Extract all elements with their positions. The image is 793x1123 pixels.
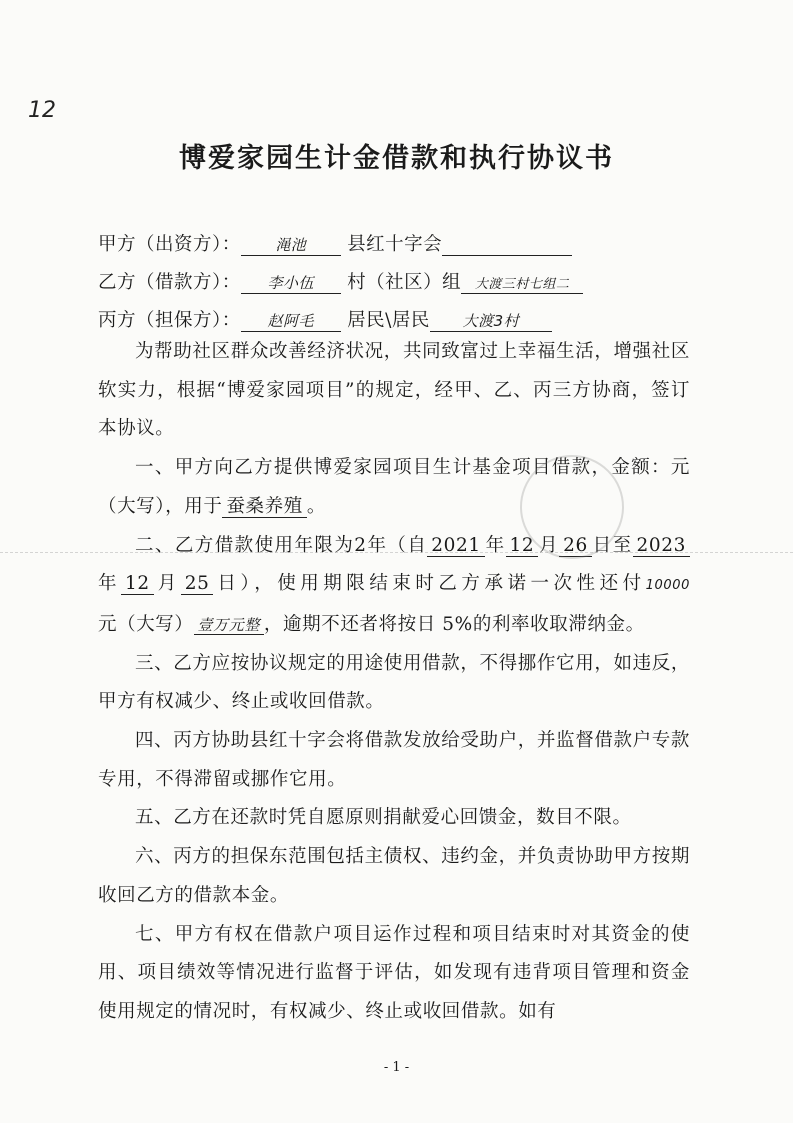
- clause-2-a: 二、乙方借款使用年限为2年（自: [135, 534, 428, 556]
- clause-2-month-word: 月: [538, 534, 560, 556]
- start-month: 12: [506, 535, 539, 557]
- party-c-mid: 居民\居民: [347, 310, 430, 331]
- clause-2-year-word: 年: [484, 534, 506, 556]
- party-c-line: [98, 306, 552, 332]
- party-c-label: 丙方（担保方）：: [98, 310, 241, 331]
- party-b-handwriting2: 大渡三村七组二: [474, 277, 570, 292]
- clause-7: 七、甲方有权在借款户项目运作过程和项目结束时对其资金的使用、项目绩效等情况进行监督于评估，如发现有违背项目管理和资金使用规定的情况时，有权减少、终止或收回借款。如有: [98, 923, 690, 1022]
- party-c-fill2: [430, 310, 552, 332]
- clause-2-year-word-2: 年: [98, 573, 122, 595]
- amount-number-handwriting: 10000: [645, 578, 690, 594]
- end-day: 25: [181, 573, 214, 595]
- clause-2-c: 元（大写）: [98, 613, 194, 635]
- page-footer-number: - 1 -: [383, 1060, 410, 1075]
- clause-4: 四、丙方协助县红十字会将借款发放给受助户，并监督借款户专款专用，不得滞留或挪作它用。: [98, 730, 690, 790]
- party-a-line: [98, 230, 572, 256]
- amount-chinese-handwriting: 壹万元整: [194, 616, 264, 635]
- clause-6: 六、丙方的担保东范围包括主债权、违约金，并负责协助甲方按期收回乙方的借款本金。: [98, 846, 690, 906]
- faint-seal-impression: [520, 455, 624, 559]
- start-year: 2021: [427, 535, 484, 557]
- clause-2-d: ，逾期不还者将按日 5%的利率收取滞纳金。: [263, 613, 645, 635]
- start-day: 26: [559, 535, 592, 557]
- party-b-fill: [241, 272, 341, 294]
- party-b-mid: 村（社区）组: [347, 272, 462, 293]
- intro-paragraph: 为帮助社区群众改善经济状况，共同致富过上幸福生活，增强社区软实力，根据“博爱家园项目”的规定，经甲、乙、丙三方协商，签订本协议。: [98, 341, 690, 440]
- end-month: 12: [121, 573, 154, 595]
- party-c-fill: [241, 310, 341, 332]
- document-title: 博爱家园生计金借款和执行协议书: [179, 143, 614, 174]
- clause-2-to: 日至: [591, 534, 633, 556]
- clause-3: 三、乙方应按协议规定的用途使用借款，不得挪作它用，如违反，甲方有权减少、终止或收回借款。: [98, 652, 690, 713]
- clause-1-end: 。: [306, 495, 326, 517]
- party-a-suffix: 县红十字会: [347, 234, 443, 255]
- party-b-label: 乙方（借款方）：: [98, 272, 241, 293]
- party-b-fill2: [461, 272, 583, 294]
- body-text: [98, 333, 690, 1032]
- clause-1-text: 一、甲方向乙方提供博爱家园项目生计基金项目借款，金额：元（大写），用于: [98, 457, 690, 517]
- party-b-handwriting: 李小伍: [267, 274, 315, 292]
- clause-2-month-word-2: 月: [153, 573, 181, 595]
- end-year: 2023: [633, 535, 690, 557]
- party-c-handwriting: 赵阿毛: [267, 312, 315, 330]
- party-a-fill: [241, 234, 341, 256]
- scan-artifact-line: [0, 552, 793, 554]
- party-b-line: [98, 268, 583, 294]
- clause-1-purpose: 蚕桑养殖: [222, 496, 306, 518]
- party-a-label: 甲方（出资方）：: [98, 234, 241, 255]
- party-c-handwriting2: 大渡3村: [462, 312, 520, 330]
- clause-5: 五、乙方在还款时凭自愿原则捐献爱心回馈金，数目不限。: [135, 807, 632, 829]
- party-a-handwriting: 渑池: [275, 236, 307, 254]
- clause-2-b: 日），使用期限结束时乙方承诺一次性还付: [213, 573, 646, 595]
- party-a-blank: [442, 234, 572, 256]
- handwritten-page-number: 12: [28, 98, 56, 123]
